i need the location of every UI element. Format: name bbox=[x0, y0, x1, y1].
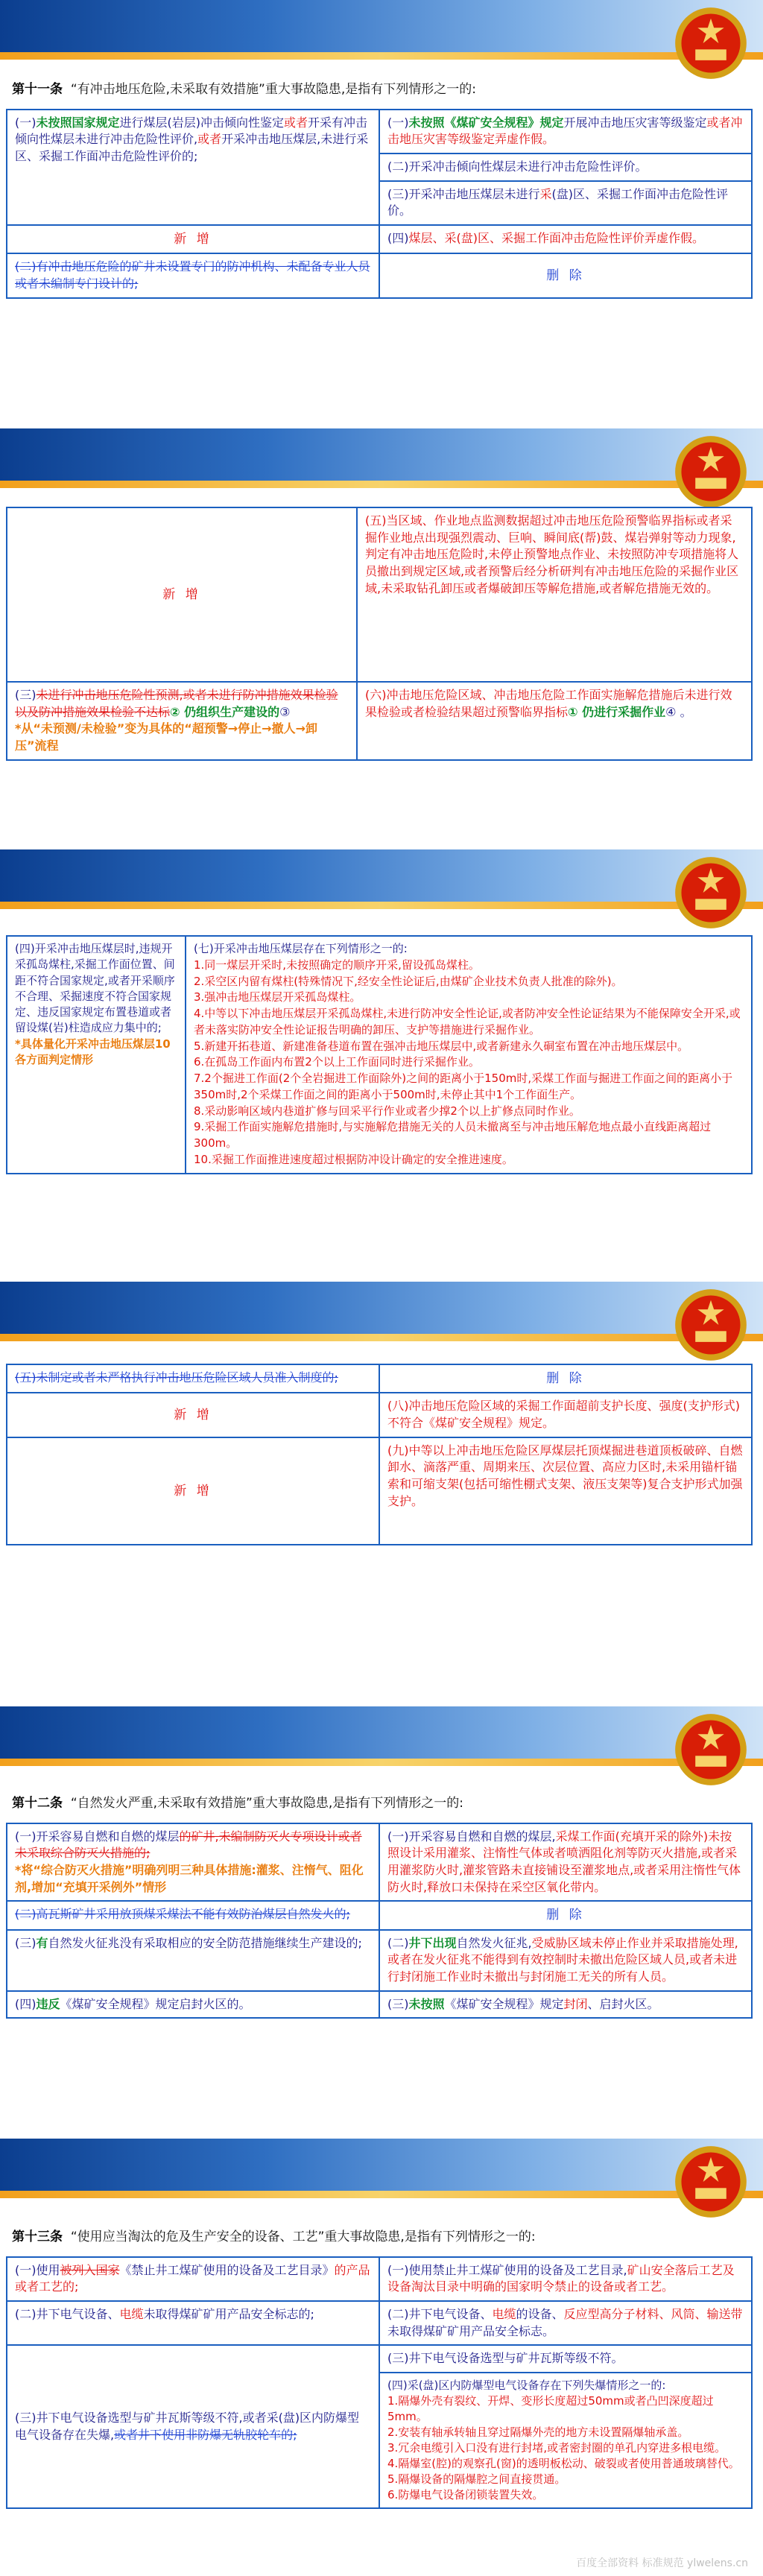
old-clause-1: (一)未按照国家规定进行煤层(岩层)冲击倾向性鉴定或者开采有冲击倾向性煤层未进行冲击危险性评价,或者开采冲击地压煤层,未进行采区、采掘工作面冲击危险性评价的; bbox=[7, 110, 379, 226]
delete-label: 删 除 bbox=[379, 253, 752, 297]
slide-article-11-cont bbox=[0, 428, 763, 838]
national-emblem-icon bbox=[672, 1286, 750, 1364]
old-clause-3: (三)未进行冲击地压危险性预测,或者未进行防冲措施效果检验以及防冲措施效果检验不达标② 仍组织生产建设的③ *从“未预测/未检验”变为具体的“超预警→停止→撤人→卸压”流程 bbox=[7, 682, 357, 760]
article-header: 第十三条 “使用应当淘汰的危及生产安全的设备、工艺”重大事故隐患,是指有下列情形之一的: bbox=[12, 2230, 536, 2244]
new-label: 新 增 bbox=[7, 225, 379, 253]
new-clause-1: (一)开采容易自燃和自燃的煤层,采煤工作面(充填开采的除外)未按照设计采用灌浆、注惰性气体或者喷洒阻化剂等防灭火措施,或者采用灌浆防火时,灌浆管路未直接铺设至灌浆地点,或者采用注惰性气体防火时,释放口未保持在采空区氧化带内。 bbox=[379, 1823, 752, 1902]
article-header: 第十一条 “有冲击地压危险,未采取有效措施”重大事故隐患,是指有下列情形之一的: bbox=[12, 82, 476, 97]
watermark-text: 百度全部资料 标准规范 ylwelens.cn bbox=[576, 2557, 748, 2569]
comparison-table bbox=[6, 2256, 753, 2510]
old-clause-1: (一)使用被列入国家《禁止井工煤矿使用的设备及工艺目录》的产品或者工艺的; bbox=[7, 2257, 379, 2301]
national-emblem-icon bbox=[672, 4, 750, 82]
slide-banner bbox=[0, 0, 763, 60]
slide-article-11-clause-5 bbox=[0, 1282, 763, 1699]
old-clause-3: (三)有自然发火征兆没有采取相应的安全防范措施继续生产建设的; bbox=[7, 1930, 379, 1991]
comparison-table bbox=[6, 109, 753, 299]
new-label: 新 增 bbox=[7, 1393, 379, 1437]
new-clause-1: (一)使用禁止井工煤矿使用的设备及工艺目录,矿山安全落后工艺及设备淘汰目录中明确的国家明令禁止的设备或者工艺。 bbox=[379, 2257, 752, 2301]
article-header: 第十二条 “自然发火严重,未采取有效措施”重大事故隐患,是指有下列情形之一的: bbox=[12, 1796, 463, 1811]
comparison-table bbox=[6, 1364, 753, 1545]
slide-banner bbox=[0, 1706, 763, 1766]
national-emblem-icon bbox=[672, 2143, 750, 2221]
new-label: 新 增 bbox=[7, 1437, 379, 1545]
slide-article-13 bbox=[0, 2139, 763, 2576]
deleted-clause: (二)高瓦斯矿井采用放顶煤采煤法不能有效防治煤层自然发火的; bbox=[7, 1901, 379, 1929]
slide-banner bbox=[0, 849, 763, 909]
slide-article-11 bbox=[0, 0, 763, 417]
comparison-table bbox=[6, 1823, 753, 2019]
new-clause-4: (四)采(盘)区内防爆型电气设备存在下列失爆情形之一的: 1.隔爆外壳有裂纹、开焊、变形长度超过50mm或者凸凹深度超过5mm。 2.安装有轴承转轴且穿过隔爆外壳的地方未设置隔爆轴承盖。 3.冗余电缆引入口没有进行封堵,或者密封圈的单孔内穿进多根电缆。 4.隔爆室(腔)的观察孔(窗)的透明板松动、破裂或者使用普通玻璃替代。 5.隔爆设备的隔爆腔之间直接贯通。 6.防爆电气设备闭锁装置失效。 bbox=[379, 2373, 752, 2508]
new-clause-5: (五)当区域、作业地点监测数据超过冲击地压危险预警临界指标或者采掘作业地点出现强烈震动、巨响、瞬间底(帮)鼓、煤岩弹射等动力现象,判定有冲击地压危险时,未停止预警地点作业、未按照防冲专项措施将人员撤出到规定区域,或者预警后经分析研判有冲击地压危险的采掘作业区域,未采取钻孔卸压或者爆破卸压等解危措施,或者解危措施无效的。 bbox=[357, 507, 752, 682]
deleted-clause: (五)未制定或者未严格执行冲击地压危险区域人员准入制度的; bbox=[7, 1364, 379, 1393]
new-clause-4: (四)煤层、采(盘)区、采掘工作面冲击危险性评价弄虚作假。 bbox=[379, 225, 752, 253]
delete-label: 删 除 bbox=[379, 1901, 752, 1929]
national-emblem-icon bbox=[672, 1711, 750, 1788]
slide-banner bbox=[0, 2139, 763, 2198]
national-emblem-icon bbox=[672, 433, 750, 510]
old-clause-3: (三)井下电气设备选型与矿井瓦斯等级不符,或者采(盘)区内防爆型电气设备存在失爆,或者井下使用非防爆无轨胶轮车的; bbox=[7, 2345, 379, 2508]
comparison-table bbox=[6, 507, 753, 761]
new-label: 新 增 bbox=[7, 507, 357, 682]
new-clause-2: (二)井下电气设备、电缆的设备、反应型高分子材料、风筒、输送带未取得煤矿矿用产品安全标志。 bbox=[379, 2301, 752, 2345]
slide-article-11-clause-4 bbox=[0, 849, 763, 1274]
old-clause-4: (四)开采冲击地压煤层时,违规开采孤岛煤柱,采掘工作面位置、间距不符合国家规定,或者开采顺序不合理、采掘速度不符合国家规定、违反国家规定布置巷道或者留设煤(岩)柱造成应力集中的; *具体量化开采冲击地压煤层10各方面判定情形 bbox=[7, 936, 186, 1174]
new-clause-3: (三)开采冲击地压煤层未进行采(盘)区、采掘工作面冲击危险性评价。 bbox=[379, 181, 752, 225]
old-clause-2: (二)井下电气设备、电缆未取得煤矿矿用产品安全标志的; bbox=[7, 2301, 379, 2345]
new-clause-8: (八)冲击地压危险区域的采掘工作面超前支护长度、强度(支护形式)不符合《煤矿安全规程》规定。 bbox=[379, 1393, 752, 1437]
new-clause-2: (二)开采冲击倾向性煤层未进行冲击危险性评价。 bbox=[379, 154, 752, 181]
old-clause-1: (一)开采容易自燃和自燃的煤层的矿井,未编制防灭火专项设计或者未采取综合防灭火措施的; *将“综合防灭火措施”明确列明三种具体措施:灌浆、注惰气、阻化剂,增加“充填开采例外”情形 bbox=[7, 1823, 379, 1902]
new-clause-3: (三)未按照《煤矿安全规程》规定封闭、启封火区。 bbox=[379, 1991, 752, 2019]
new-clause-6: (六)冲击地压危险区域、冲击地压危险工作面实施解危措施后未进行效果检验或者检验结果超过预警临界指标① 仍进行采掘作业④ 。 bbox=[357, 682, 752, 760]
delete-label: 删 除 bbox=[379, 1364, 752, 1393]
new-clause-9: (九)中等以上冲击地压危险区厚煤层托顶煤掘进巷道顶板破碎、自燃卸水、滴落严重、周期来压、次层位置、高应力区时,未采用锚杆锚索和可缩支架(包括可缩性棚式支架、液压支架等)复合支护形式加强支护。 bbox=[379, 1437, 752, 1545]
national-emblem-icon bbox=[672, 854, 750, 931]
new-clause-3: (三)井下电气设备选型与矿井瓦斯等级不符。 bbox=[379, 2345, 752, 2373]
old-clause-4: (四)违反《煤矿安全规程》规定启封火区的。 bbox=[7, 1991, 379, 2019]
slide-banner bbox=[0, 428, 763, 488]
slide-banner bbox=[0, 1282, 763, 1341]
new-clause-7: (七)开采冲击地压煤层存在下列情形之一的: 1.同一煤层开采时,未按照确定的顺序开采,留设孤岛煤柱。 2.采空区内留有煤柱(特殊情况下,经安全性论证后,由煤矿企业技术负责人批准的除外)。 3.强冲击地压煤层开采孤岛煤柱。 4.中等以下冲击地压煤层开采孤岛煤柱,未进行防冲安全性论证,或者防冲安全性论证结果为不能保障安全开采,或者未落实防冲安全性论证报告明确的卸压、支护等措施进行采掘作业。 5.新建开拓巷道、新建准备巷道布置在强冲击地压煤层中,或者新建永久硐室布置在冲击地压煤层中。 6.在孤岛工作面内布置2个以上工作面同时进行采掘作业。 7.2个掘进工作面(2个全岩掘进工作面除外)之间的距离小于150m时,采煤工作面与掘进工作面之间的距离小于350m时,2个采煤工作面之间的距离小于500m时,未停止其中1个工作面生产。 8.采动影响区域内巷道扩修与回采平行作业或者少撑2个以上扩修点同时作业。 9.采掘工作面实施解危措施时,与实施解危措施无关的人员未撤离至与冲击地压解危地点最小直线距离超过300m。 10.采掘工作面推进速度超过根据防冲设计确定的安全推进速度。 bbox=[186, 936, 752, 1174]
new-clause-1: (一)未按照《煤矿安全规程》规定开展冲击地压灾害等级鉴定或者冲击地压灾害等级鉴定弄虚作假。 bbox=[379, 110, 752, 154]
comparison-table bbox=[6, 935, 753, 1174]
slide-article-12 bbox=[0, 1706, 763, 2124]
deleted-clause: (二)有冲击地压危险的矿井未设置专门的防冲机构、未配备专业人员或者未编制专门设计的; bbox=[7, 253, 379, 297]
new-clause-2: (二)井下出现自然发火征兆,受威胁区域未停止作业并采取措施处理,或者在发火征兆不能得到有效控制时未撤出危险区域人员,或者未进行封闭施工作业时未撤出与封闭施工无关的所有人员。 bbox=[379, 1930, 752, 1991]
